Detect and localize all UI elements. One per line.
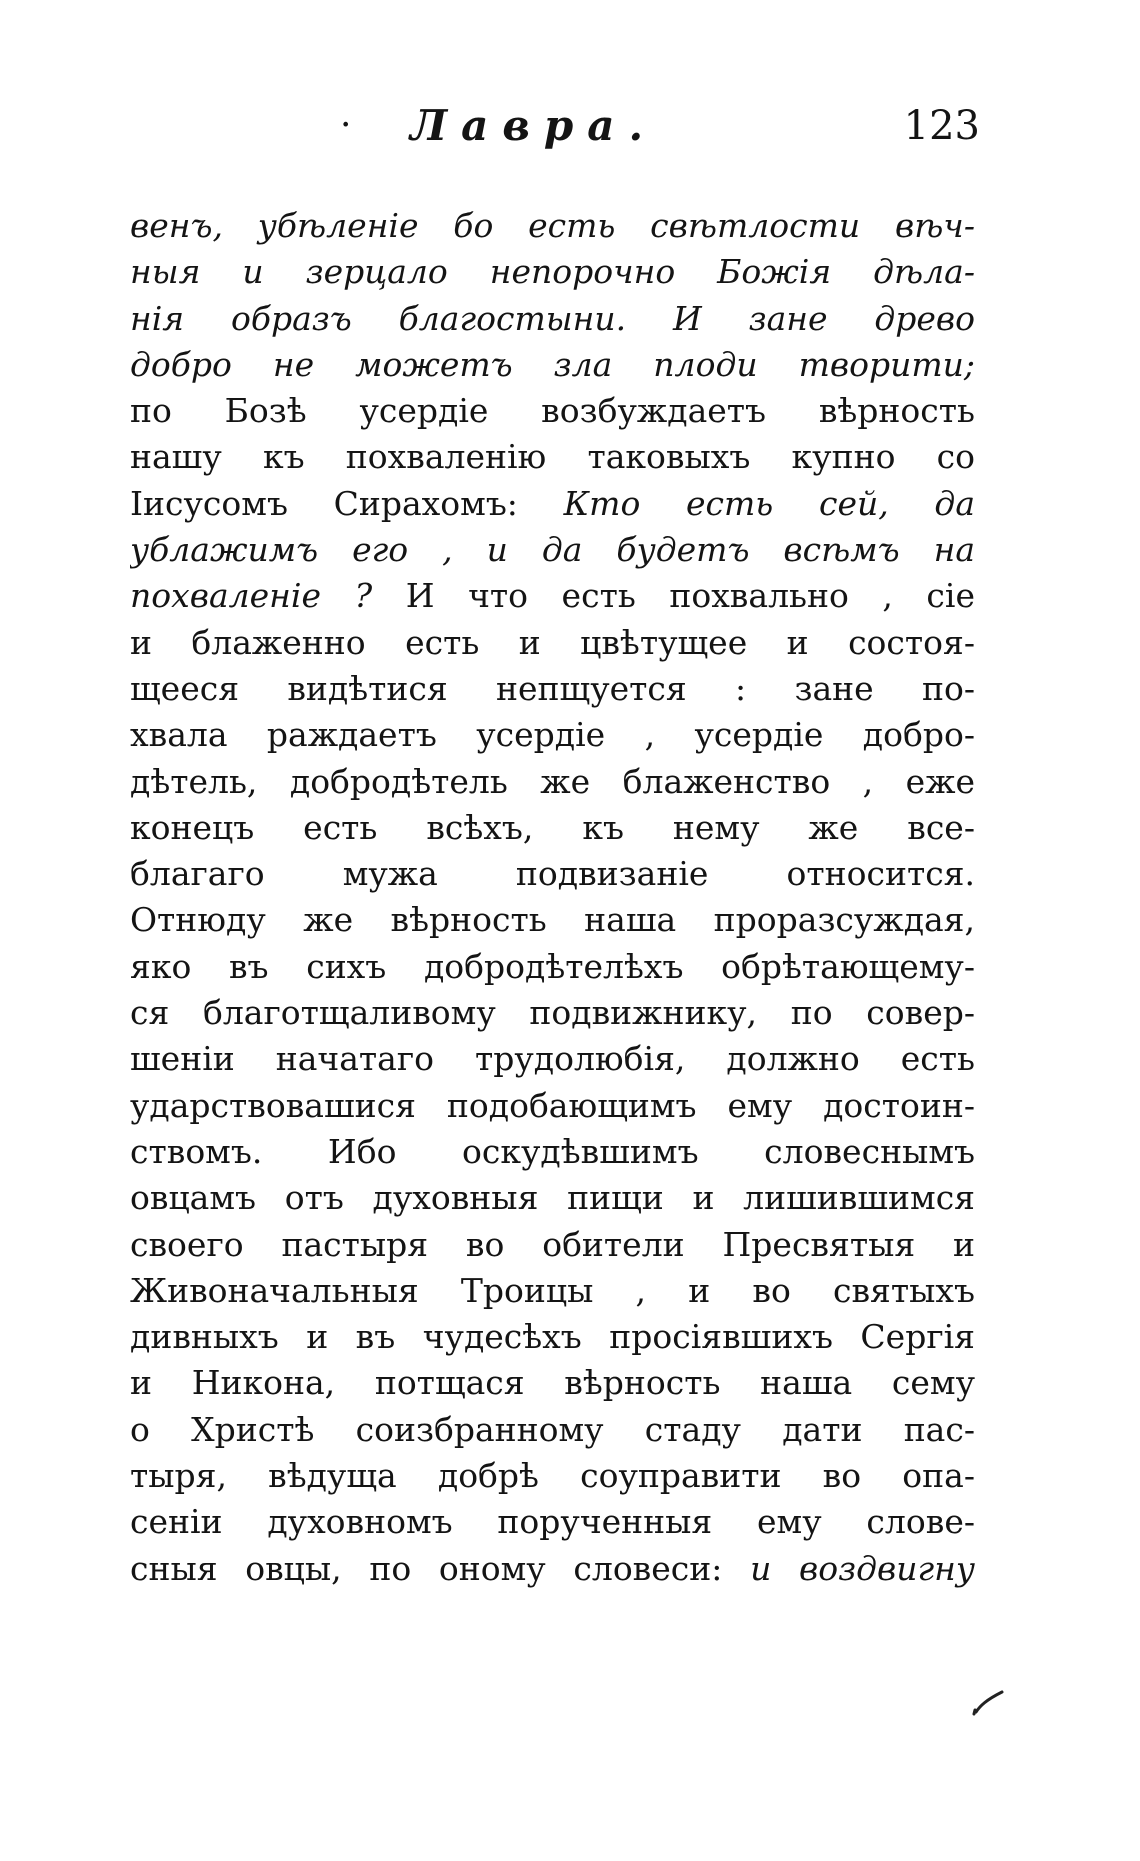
text-segment: по Бозѣ усердіе возбуждаетъ вѣрность (130, 391, 975, 431)
running-header (130, 96, 980, 156)
header-dot: · (340, 105, 352, 146)
text-segment: ударствовашися подобающимъ ему достоин- (130, 1085, 975, 1125)
text-line (130, 434, 975, 480)
text-line (130, 1546, 975, 1592)
italic-text-segment: похваленіе ? (130, 576, 373, 616)
text-segment: нашу къ похваленію таковыхъ купно со (130, 437, 975, 477)
text-segment: и блаженно есть и цвѣтущее и состоя- (130, 622, 975, 662)
italic-text-segment: ныя и зерцало непорочно Божія дѣла- (130, 252, 975, 292)
text-line (130, 388, 975, 434)
text-line (130, 296, 975, 342)
text-line (130, 527, 975, 573)
text-segment: своего пастыря во обители Пресвятыя и (130, 1224, 975, 1264)
text-segment: дѣтель, добродѣтель же блаженство , еже (130, 761, 975, 801)
text-line (130, 805, 975, 851)
text-segment: сныя овцы, по оному словеси: (130, 1548, 751, 1588)
italic-text-segment: Кто есть сей, да (563, 483, 975, 523)
text-segment: Отнюду же вѣрность наша проразсуждая, (130, 900, 975, 940)
text-segment: конецъ есть всѣхъ, къ нему же все- (130, 807, 975, 847)
text-segment: благаго мужа подвизаніе относится. (130, 854, 975, 894)
text-segment: яко въ сихъ добродѣтелѣхъ обрѣтающему- (130, 946, 975, 986)
text-line (130, 620, 975, 666)
italic-text-segment: нія образъ благостыни. И зане древо (130, 298, 975, 338)
italic-text-segment: венъ, убѣленіе бо есть свѣтлости вѣч- (130, 206, 975, 245)
text-line (130, 1129, 975, 1175)
text-line (130, 712, 975, 758)
text-line (130, 759, 975, 805)
running-title: Лавра. (410, 101, 658, 150)
text-line (130, 1360, 975, 1406)
text-line (130, 342, 975, 388)
text-line (130, 1407, 975, 1453)
text-line (130, 1036, 975, 1082)
italic-text-segment: ублажимъ его , и да будетъ всѣмъ на (130, 530, 975, 570)
text-line (130, 1175, 975, 1221)
text-segment: овцамъ отъ духовныя пищи и лишившимся (130, 1178, 975, 1218)
text-segment: ся благотщаливому подвижнику, по совер- (130, 993, 975, 1033)
text-line (130, 1453, 975, 1499)
text-segment: хвала раждаетъ усердіе , усердіе добро- (130, 715, 975, 755)
text-segment: дивныхъ и въ чудесѣхъ просіявшихъ Сергія (130, 1317, 975, 1357)
text-line (130, 203, 975, 249)
body-text (130, 203, 975, 1592)
text-segment: и Никона, потщася вѣрность наша сему (130, 1363, 975, 1403)
text-segment: И что есть похвально , сіе (372, 576, 975, 616)
page-number: 123 (903, 103, 980, 149)
text-line (130, 1222, 975, 1268)
text-segment: тыря, вѣдуща добрѣ соуправити во опа- (130, 1456, 975, 1496)
text-line (130, 944, 975, 990)
text-segment: Живоначальныя Троицы , и во святыхъ (130, 1270, 975, 1310)
text-line (130, 573, 975, 619)
text-segment: щееся видѣтися непщуется : зане по- (130, 668, 975, 708)
text-line (130, 481, 975, 527)
text-line (130, 1083, 975, 1129)
text-segment: о Христѣ соизбранному стаду дати пас- (130, 1409, 975, 1449)
text-segment: ствомъ. Ибо оскудѣвшимъ словеснымъ (130, 1131, 975, 1171)
ink-mark (972, 1686, 1006, 1716)
text-line (130, 990, 975, 1036)
text-segment: Іисусомъ Сирахомъ: (130, 483, 564, 523)
text-line (130, 1268, 975, 1314)
text-line (130, 897, 975, 943)
italic-text-segment: добро не можетъ зла плоди творити; (130, 344, 975, 384)
text-line (130, 249, 975, 295)
text-line (130, 851, 975, 897)
text-line (130, 1499, 975, 1545)
text-line (130, 666, 975, 712)
text-segment: шеніи начатаго трудолюбія, должно есть (130, 1039, 975, 1079)
italic-text-segment: и воздвигну (750, 1548, 975, 1588)
text-line (130, 1314, 975, 1360)
text-segment: сеніи духовномъ порученныя ему слове- (130, 1502, 975, 1542)
